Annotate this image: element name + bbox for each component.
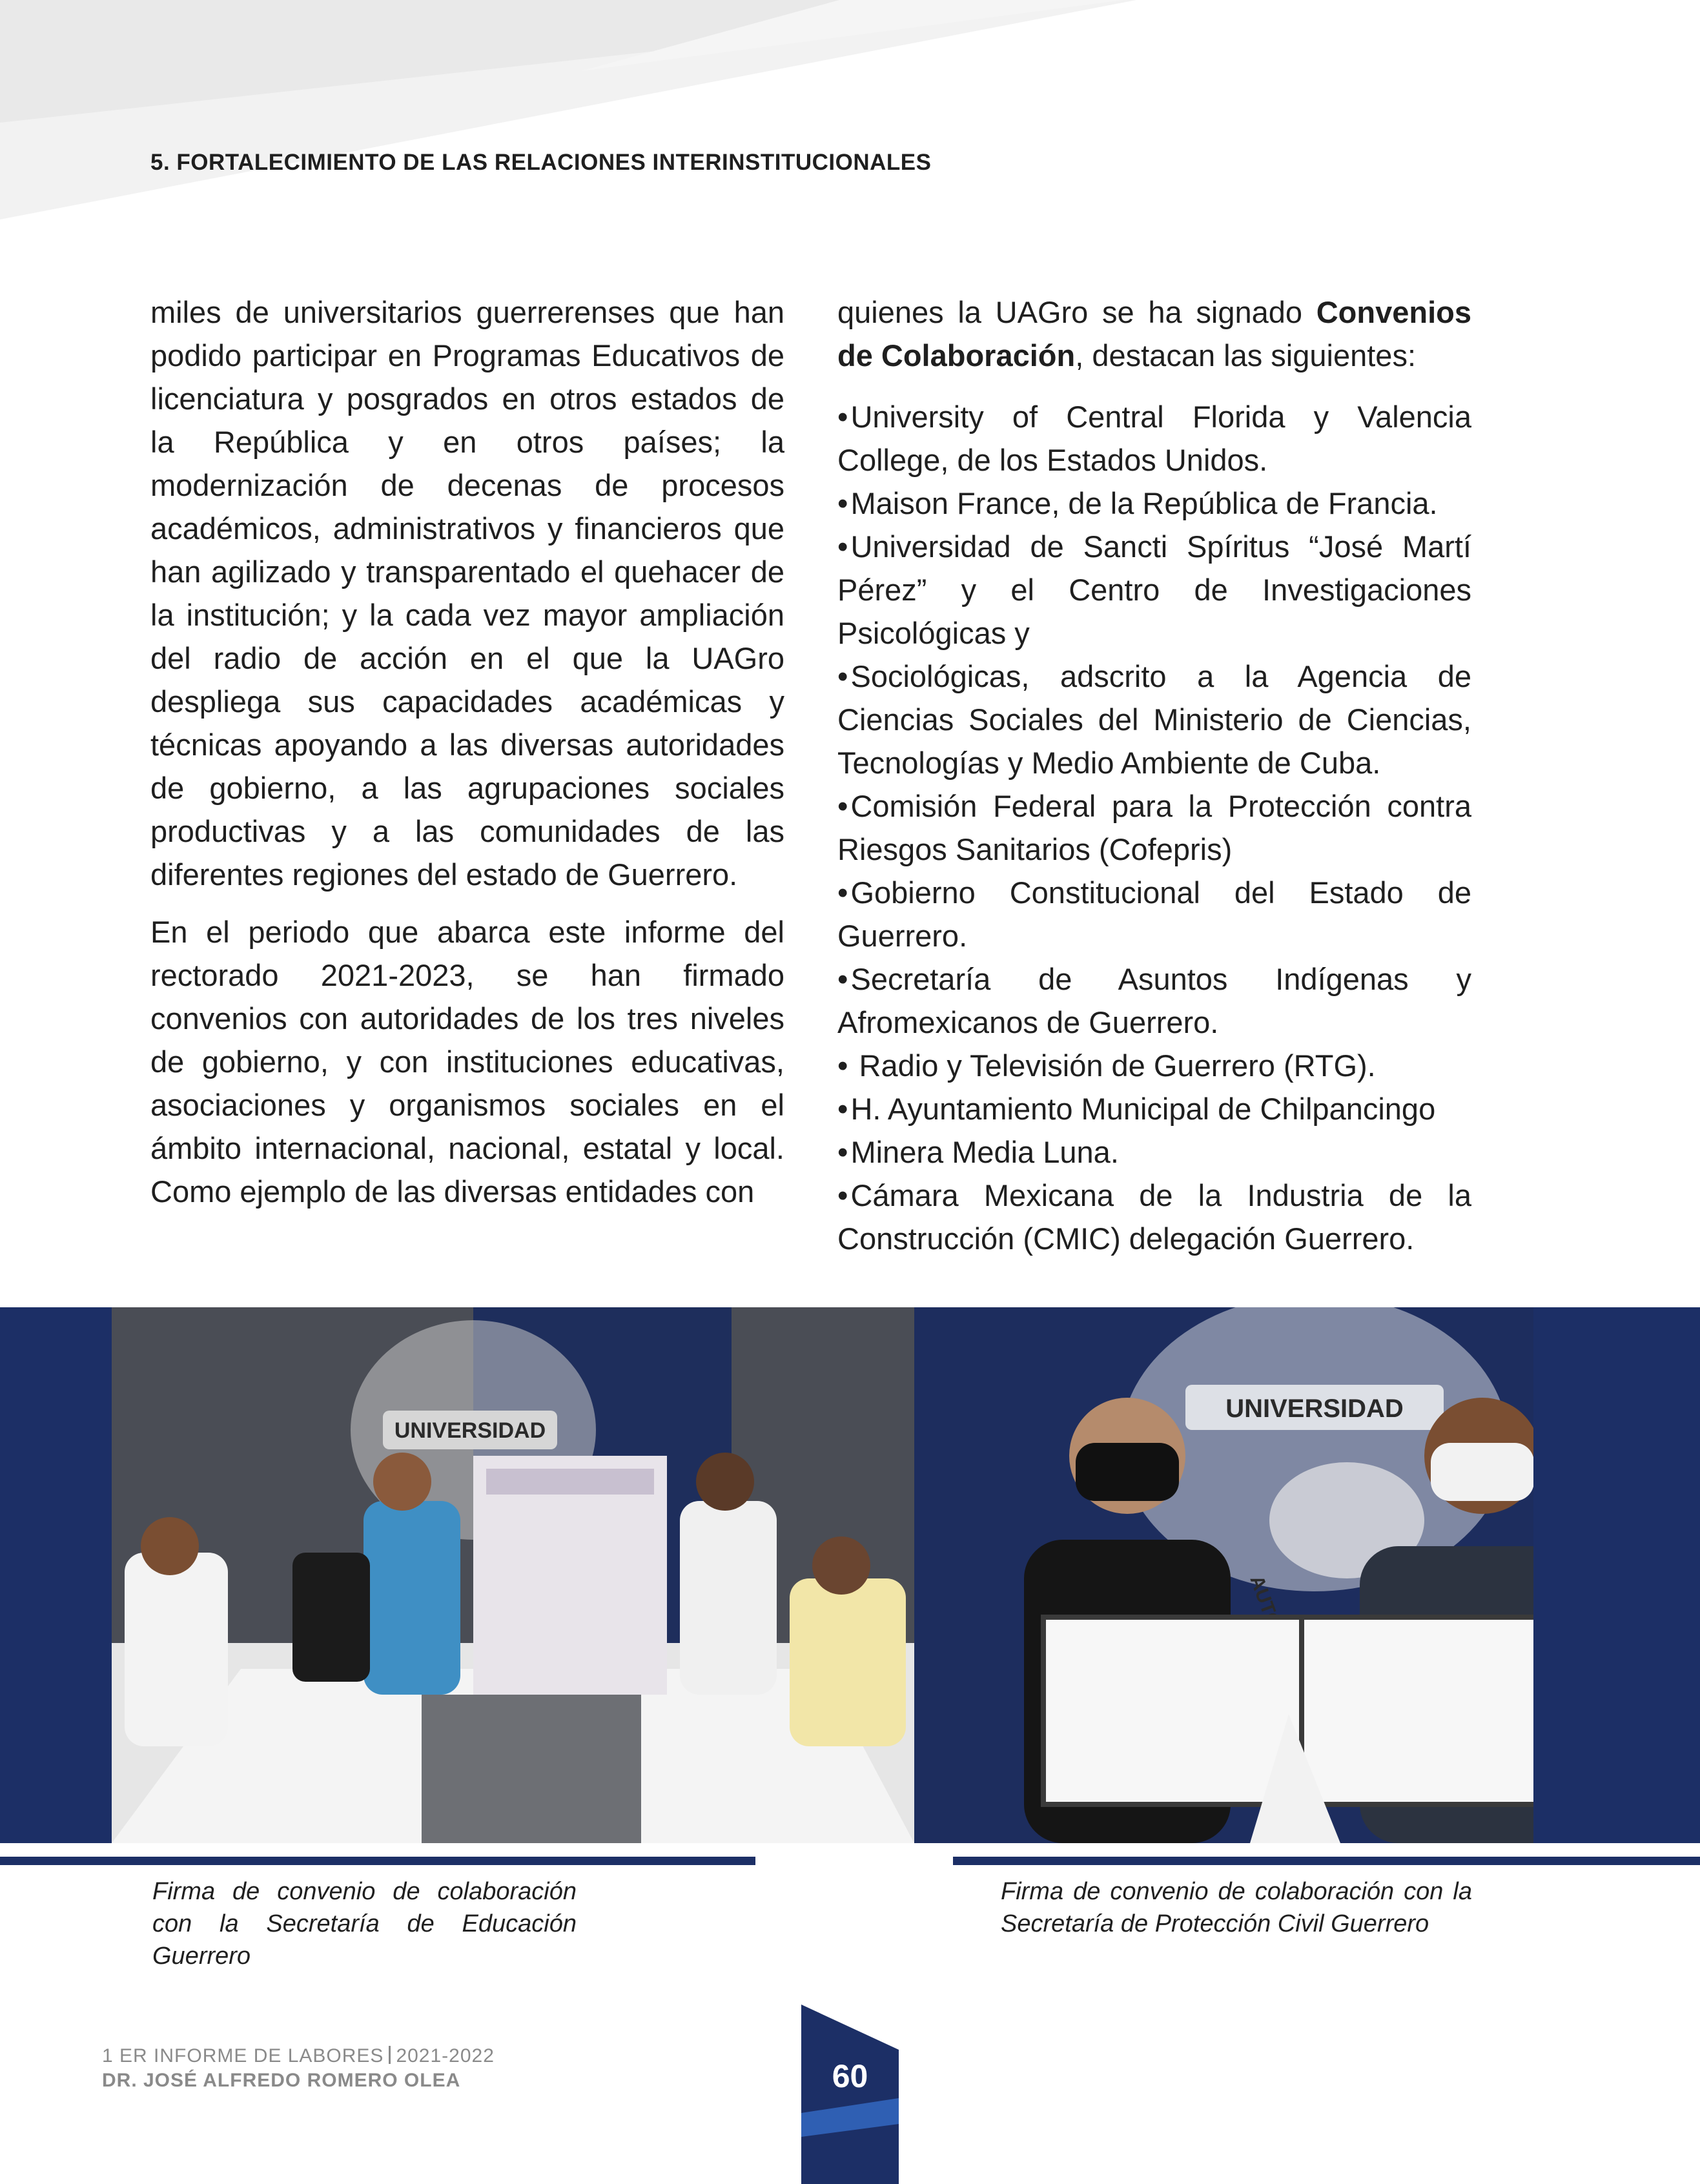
- caption-rule: [0, 1857, 755, 1865]
- agreement-item: • Cámara Mexicana de la Industria de la Construcción (CMIC) delegación Guerrero.: [837, 1174, 1471, 1260]
- agreement-item: • Minera Media Luna.: [837, 1130, 1471, 1174]
- footer-separator: [389, 2046, 391, 2064]
- photo-signing-education: [112, 1307, 914, 1843]
- left-column: [150, 291, 784, 1213]
- agreement-item: • H. Ayuntamiento Municipal de Chilpancingo: [837, 1087, 1471, 1130]
- agreements-intro: quienes la UAGro se ha signado Convenios de Colaboración, destacan las siguientes:: [837, 295, 1471, 373]
- agreement-item: • Secretaría de Asuntos Indígenas y Afromexicanos de Guerrero.: [837, 957, 1471, 1044]
- footer-author: DR. JOSÉ ALFREDO ROMERO OLEA: [102, 2070, 461, 2091]
- navy-side-bar: [1533, 1307, 1700, 1843]
- right-column: [837, 291, 1471, 1260]
- agreement-item: • Gobierno Constitucional del Estado de Guerrero.: [837, 871, 1471, 957]
- svg-text:UNIVERSIDAD: UNIVERSIDAD: [394, 1418, 546, 1443]
- agreements-intro-bold: Convenios de Colaboración: [837, 295, 1471, 373]
- agreements-list: [837, 395, 1471, 1260]
- photo-caption-left: Firma de convenio de colaboración con la Secretaría de Educación Guerrero: [152, 1878, 577, 1970]
- body-paragraph: miles de universitarios guerrerenses que han podido participar en Programas Educativos de licenciatura y posgrados en otros estados de la República y en otros países; la modernización de decenas de procesos académicos, administrativos y financieros que han agilizado y transparentado el quehacer de la institución; y la cada vez mayor ampliación del radio de acción en el que la UAGro despliega sus capacidades académicas y técnicas apoyando a las diversas autoridades de gobierno, a las agrupaciones sociales productivas y a las comunidades de las diferentes regiones del estado de Guerrero.: [150, 295, 784, 892]
- photo-band: [0, 1307, 1700, 1843]
- agreement-item: • Maison France, de la República de Francia.: [837, 482, 1471, 525]
- photo-caption-right: Firma de convenio de colaboración con la Secretaría de Protección Civil Guerrero: [1001, 1878, 1472, 1937]
- caption-rule: [953, 1857, 1700, 1865]
- page-number: 60: [832, 2058, 868, 2094]
- agreement-item: • Sociológicas, adscrito a la Agencia de Ciencias Sociales del Ministerio de Ciencias, Tecnologías y Medio Ambiente de Cuba.: [837, 655, 1471, 784]
- section-title: 5. FORTALECIMIENTO DE LAS RELACIONES INTERINSTITUCIONALES: [150, 150, 932, 175]
- agreement-item: • Comisión Federal para la Protección contra Riesgos Sanitarios (Cofepris): [837, 784, 1471, 871]
- agreement-item: • Radio y Televisión de Guerrero (RTG).: [837, 1044, 1471, 1087]
- body-paragraph: En el periodo que abarca este informe del rectorado 2021-2023, se han firmado convenios con autoridades de los tres niveles de gobierno, y con instituciones educativas, asociaciones y organismos sociales en el ámbito internacional, nacional, estatal y local. Como ejemplo de las diversas entidades con: [150, 915, 784, 1209]
- header-decoration: [0, 0, 1700, 232]
- footer-report-title: [102, 2045, 495, 2067]
- agreement-item: • Universidad de Sancti Spíritus “José Martí Pérez” y el Centro de Investigaciones Psicológicas y: [837, 525, 1471, 655]
- footer-period: 2021-2022: [396, 2045, 495, 2067]
- svg-text:UNIVERSIDAD: UNIVERSIDAD: [1225, 1394, 1404, 1423]
- footer-report-name: 1 ER INFORME DE LABORES: [102, 2045, 384, 2067]
- navy-side-bar: [0, 1307, 112, 1843]
- agreement-item: • University of Central Florida y Valencia College, de los Estados Unidos.: [837, 395, 1471, 482]
